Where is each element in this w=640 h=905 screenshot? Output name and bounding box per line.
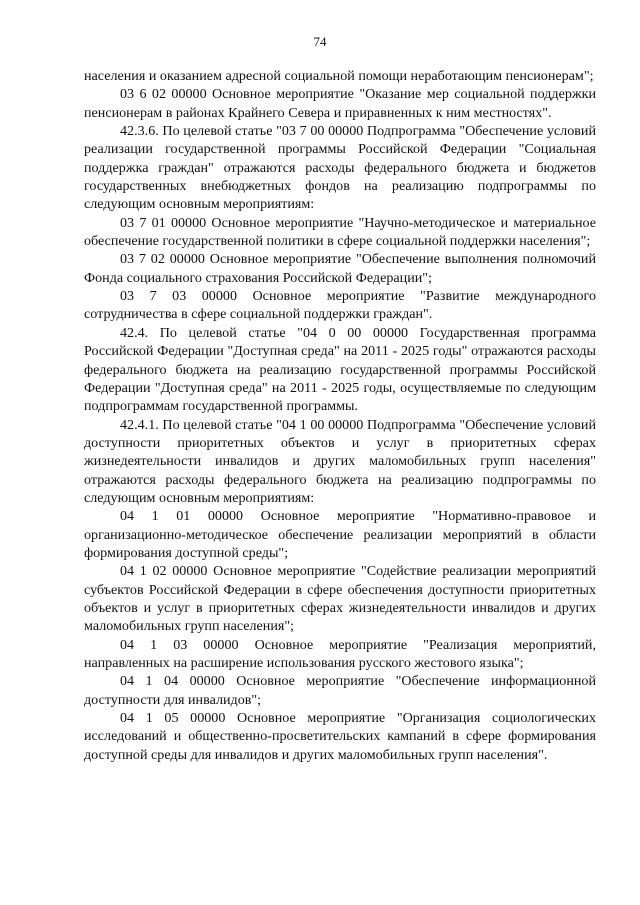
paragraph-04-1-03: 04 1 03 00000 Основное мероприятие "Реализация мероприятий, направленных на расширение использования русского жестового языка";	[84, 636, 596, 671]
paragraph-04-1-05: 04 1 05 00000 Основное мероприятие "Организация социологических исследований и общественно-просветительских кампаний в сфере формирования доступной среды для инвалидов и других маломобильных групп населения".	[84, 710, 596, 763]
paragraph-42-4: 42.4. По целевой статье "04 0 00 00000 Государственная программа Российской Федерации "Доступная среда" на 2011 - 2025 годы" отражаются расходы федерального бюджета на реализацию государственной программы Российской Федерации "Доступная среда" на 2011 - 2025 годы, осуществляемые по следующим подпрограммам государственной программы.	[84, 324, 596, 415]
paragraph-03-7-02: 03 7 02 00000 Основное мероприятие "Обеспечение выполнения полномочий Фонда социального страхования Российской Федерации";	[84, 251, 596, 286]
paragraph-04-1-04: 04 1 04 00000 Основное мероприятие "Обеспечение информационной доступности для инвалидов";	[84, 673, 596, 708]
paragraph-03-6-02: 03 6 02 00000 Основное мероприятие "Оказание мер социальной поддержки пенсионерам в районах Крайнего Севера и приравненных к ним местностях".	[84, 86, 596, 121]
paragraph-42-3-6: 42.3.6. По целевой статье "03 7 00 00000 Подпрограмма "Обеспечение условий реализации государственной программы Российской Федерации "Социальная поддержка граждан" отражаются расходы федерального бюджета и бюджетов государственных внебюджетных фондов на реализацию подпрограммы по следующим основным мероприятиям:	[84, 123, 596, 213]
paragraph-04-1-02: 04 1 02 00000 Основное мероприятие "Содействие реализации мероприятий субъектов Российской Федерации в сфере обеспечения доступности приоритетных объектов и услуг в приоритетных сферах жизнедеятельности инвалидов и других маломобильных групп населения";	[84, 563, 596, 635]
document-body	[84, 67, 596, 764]
paragraph-03-7-01: 03 7 01 00000 Основное мероприятие "Научно-методическое и материальное обеспечение государственной политики в сфере социальной поддержки населения";	[84, 214, 596, 250]
page-number: 74	[313, 34, 327, 49]
paragraph-04-1-01: 04 1 01 00000 Основное мероприятие "Нормативно-правовое и организационно-методическое обеспечение реализации мероприятий в области формирования доступной среды";	[84, 508, 596, 561]
paragraph-03-7-03: 03 7 03 00000 Основное мероприятие "Развитие международного сотрудничества в сфере социальной поддержки граждан".	[84, 288, 596, 323]
paragraph-continuation: населения и оказанием адресной социальной помощи неработающим пенсионерам";	[84, 68, 594, 84]
paragraph-42-4-1: 42.4.1. По целевой статье "04 1 00 00000 Подпрограмма "Обеспечение условий доступности приоритетных объектов и услуг в приоритетных сферах жизнедеятельности инвалидов и других маломобильных групп населения" отражаются расходы федерального бюджета на реализацию подпрограммы по следующим основным мероприятиям:	[84, 416, 596, 506]
